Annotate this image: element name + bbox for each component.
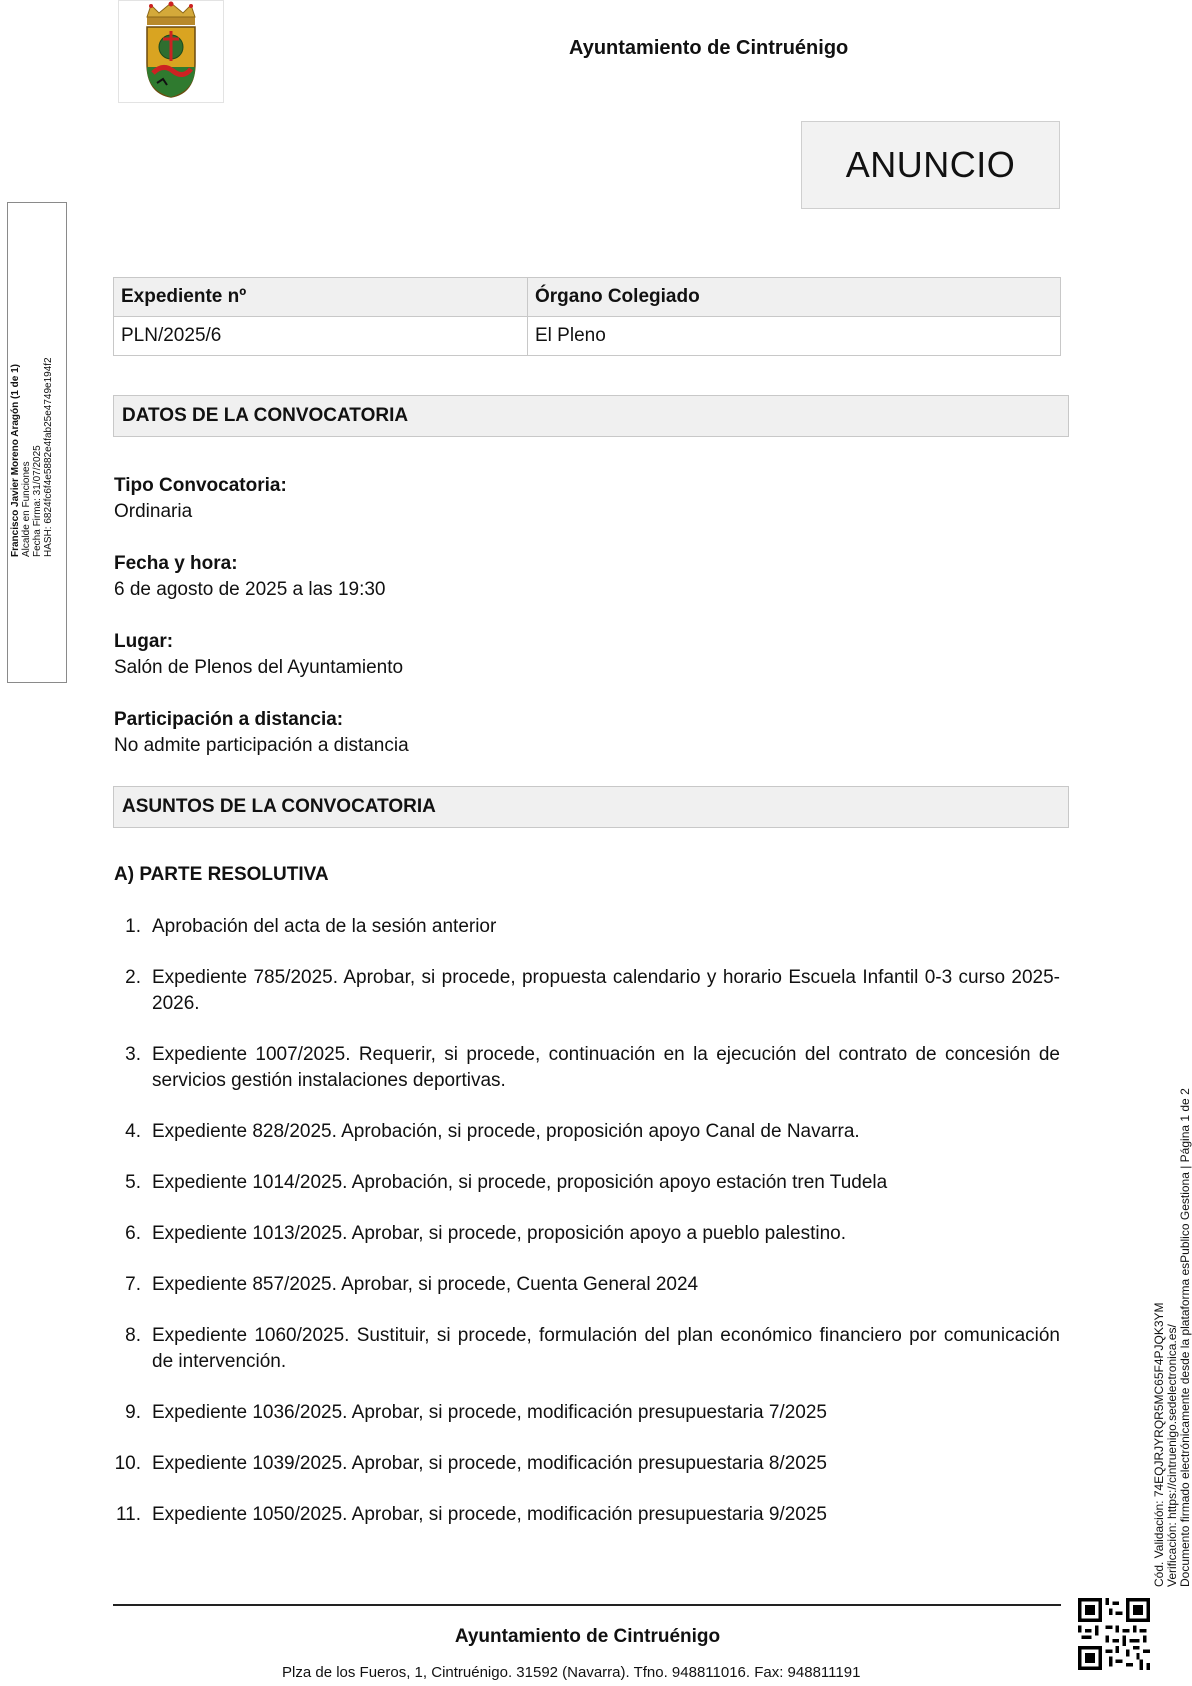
- agenda-item-number: 1.: [125, 916, 141, 937]
- verification-url: Verificación: https://cintruenigo.sedelectronica.es/: [1165, 1324, 1179, 1587]
- agenda-item-number: 5.: [125, 1172, 141, 1193]
- field-value: 6 de agosto de 2025 a las 19:30: [114, 579, 386, 600]
- organo-value: El Pleno: [528, 317, 1061, 356]
- asuntos-section-title: ASUNTOS DE LA CONVOCATORIA: [113, 786, 1069, 828]
- datos-section-title: DATOS DE LA CONVOCATORIA: [113, 395, 1069, 437]
- agenda-item-text: Expediente 785/2025. Aprobar, si procede, propuesta calendario y horario Escuela Infantil 0-3 curso 2025-2026.: [152, 967, 1060, 1014]
- expediente-table: [113, 277, 1061, 356]
- agenda-item-text: Expediente 1050/2025. Aprobar, si procede, modificación presupuestaria 9/2025: [152, 1504, 827, 1525]
- agenda-list: [114, 914, 1060, 1553]
- field-value: Salón de Plenos del Ayuntamiento: [114, 657, 404, 678]
- agenda-item-number: 7.: [125, 1274, 141, 1295]
- part-title: A) PARTE RESOLUTIVA: [114, 864, 329, 885]
- signature-hash: HASH: 6824fc6f4e5882e4fab25e4749e194f2: [43, 357, 54, 557]
- municipal-crest-logo: [118, 0, 224, 103]
- agenda-item-text: Expediente 1036/2025. Aprobar, si procede, modificación presupuestaria 7/2025: [152, 1402, 827, 1423]
- agenda-item-text: Expediente 1007/2025. Requerir, si procede, continuación en la ejecución del contrato de concesión de servicios gestión instalaciones deportivas.: [152, 1044, 1060, 1091]
- signature-stamp: [10, 347, 54, 557]
- field-label: Participación a distancia:: [114, 709, 344, 730]
- agenda-item-number: 3.: [125, 1044, 141, 1065]
- footer-organization: Ayuntamiento de Cintruénigo: [454, 1626, 721, 1647]
- agenda-item-number: 10.: [114, 1453, 141, 1474]
- agenda-item: [114, 1400, 1060, 1426]
- municipal-crest-icon: [133, 1, 209, 101]
- agenda-item-text: Expediente 828/2025. Aprobación, si procede, proposición apoyo Canal de Navarra.: [152, 1121, 860, 1142]
- field-value: No admite participación a distancia: [114, 735, 409, 756]
- agenda-item-text: Aprobación del acta de la sesión anterior: [152, 916, 497, 937]
- document-type-title: ANUNCIO: [845, 144, 1016, 185]
- agenda-item: [114, 1221, 1060, 1247]
- signature-date: Fecha Firma: 31/07/2025: [32, 445, 43, 557]
- agenda-item: [114, 1042, 1060, 1094]
- field-fecha: [114, 551, 386, 603]
- verification-margin-text: [1153, 1088, 1192, 1587]
- footer-address: Plza de los Fueros, 1, Cintruénigo. 31592 (Navarra). Tfno. 948811016. Fax: 948811191: [282, 1664, 861, 1681]
- agenda-item-text: Expediente 857/2025. Aprobar, si procede, Cuenta General 2024: [152, 1274, 699, 1295]
- agenda-item-number: 11.: [115, 1504, 141, 1525]
- document-type-box: [801, 121, 1060, 209]
- agenda-item-number: 6.: [125, 1223, 141, 1244]
- field-participacion: [114, 707, 409, 759]
- signer-role: Alcalde en Funciones: [21, 461, 32, 557]
- agenda-item: [114, 1323, 1060, 1375]
- agenda-item-text: Expediente 1060/2025. Sustituir, si procede, formulación del plan económico financiero por comunicación de intervención.: [152, 1325, 1060, 1372]
- verification-platform: Documento firmado electrónicamente desde la plataforma esPublico Gestiona | Página 1 de 2: [1178, 1088, 1192, 1587]
- verification-code: Cód. Validación: 74EQJRJYRQR5MC65F4PJQK3YM: [1152, 1302, 1166, 1587]
- agenda-item-text: Expediente 1013/2025. Aprobar, si procede, proposición apoyo a pueblo palestino.: [152, 1223, 847, 1244]
- agenda-item-text: Expediente 1039/2025. Aprobar, si procede, modificación presupuestaria 8/2025: [152, 1453, 827, 1474]
- agenda-item: [114, 1272, 1060, 1298]
- organization-header: Ayuntamiento de Cintruénigo: [569, 37, 849, 59]
- signer-name: Francisco Javier Moreno Aragón (1 de 1): [10, 363, 21, 557]
- field-label: Fecha y hora:: [114, 553, 238, 574]
- agenda-item: [114, 1451, 1060, 1477]
- expediente-label: Expediente nº: [114, 278, 528, 317]
- agenda-item-number: 2.: [125, 967, 141, 988]
- agenda-item: [114, 1119, 1060, 1145]
- agenda-item-number: 4.: [125, 1121, 141, 1142]
- field-label: Tipo Convocatoria:: [114, 475, 287, 496]
- agenda-item: [114, 965, 1060, 1017]
- expediente-value: PLN/2025/6: [114, 317, 528, 356]
- agenda-item: [114, 1502, 1060, 1528]
- agenda-item: [114, 914, 1060, 940]
- agenda-item-text: Expediente 1014/2025. Aprobación, si procede, proposición apoyo estación tren Tudela: [152, 1172, 888, 1193]
- field-lugar: [114, 629, 403, 681]
- agenda-item-number: 8.: [125, 1325, 141, 1346]
- agenda-item: [114, 1170, 1060, 1196]
- field-label: Lugar:: [114, 631, 174, 652]
- organo-label: Órgano Colegiado: [528, 278, 1061, 317]
- field-tipo: [114, 473, 287, 525]
- footer-divider: [113, 1604, 1061, 1606]
- agenda-item-number: 9.: [125, 1402, 141, 1423]
- field-value: Ordinaria: [114, 501, 193, 522]
